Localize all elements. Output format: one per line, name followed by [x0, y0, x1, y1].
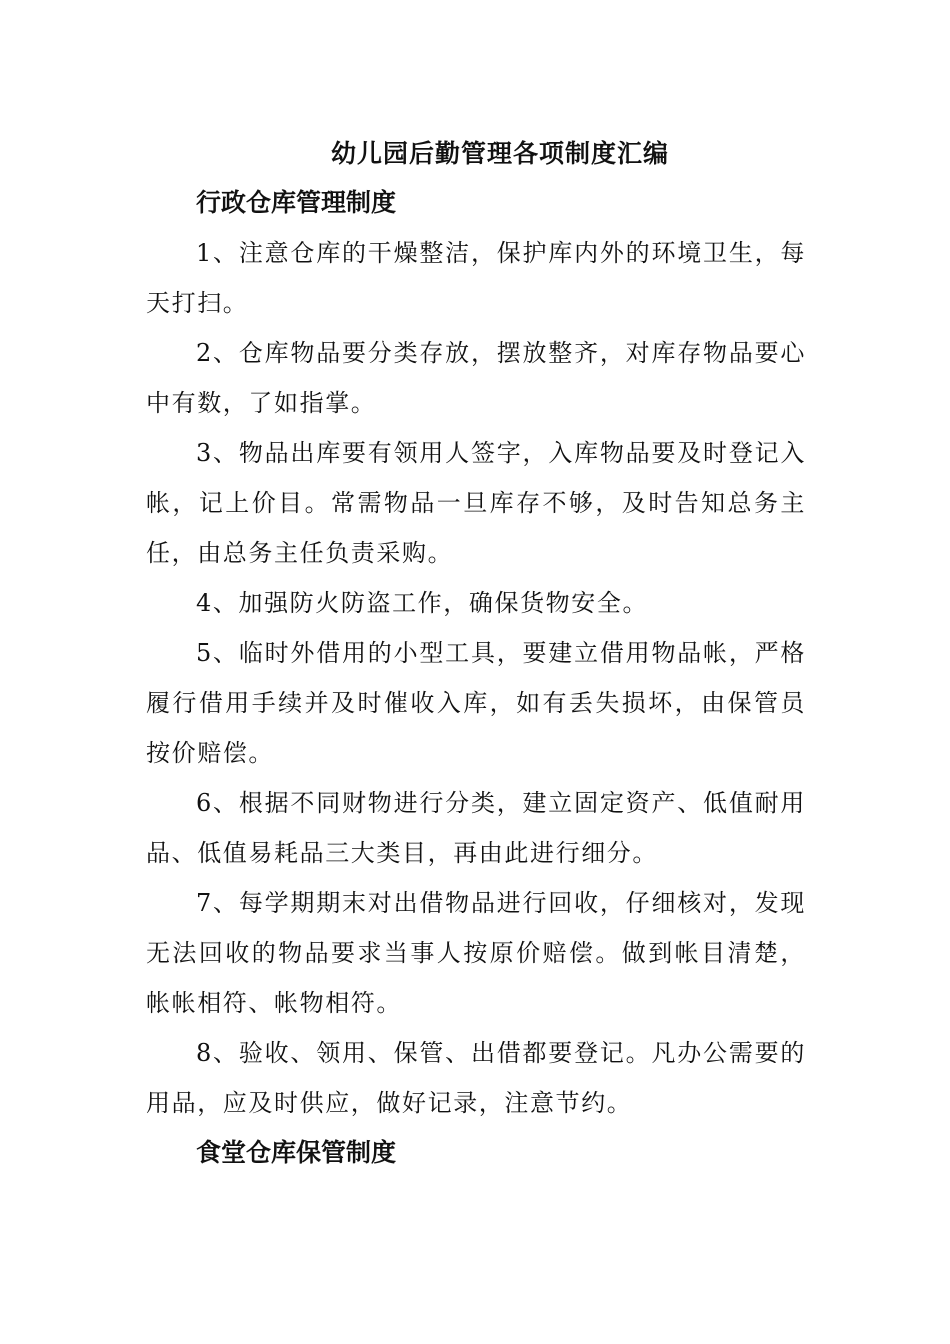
paragraph-rule-5: 5、临时外借用的小型工具，要建立借用物品帐，严格履行借用手续并及时催收入库，如有丢失损坏，由保管员按价赔偿。: [146, 639, 806, 767]
paragraph-rule-7: 7、每学期期末对出借物品进行回收，仔细核对，发现无法回收的物品要求当事人按原价赔偿。做到帐目清楚，帐帐相符、帐物相符。: [146, 889, 806, 1017]
paragraph-rule-8: 8、验收、领用、保管、出借都要登记。凡办公需要的用品，应及时供应，做好记录，注意节约。: [146, 1039, 806, 1117]
document-title: 幼儿园后勤管理各项制度汇编: [330, 139, 669, 168]
paragraph-rule-1: 1、注意仓库的干燥整洁，保护库内外的环境卫生，每天打扫。: [146, 239, 806, 317]
document-body: [146, 178, 806, 1178]
paragraph-rule-2: 2、仓库物品要分类存放，摆放整齐，对库存物品要心中有数，了如指掌。: [146, 339, 806, 417]
section-heading-admin-warehouse: 行政仓库管理制度: [196, 188, 397, 217]
paragraph-rule-6: 6、根据不同财物进行分类，建立固定资产、低值耐用品、低值易耗品三大类目，再由此进行细分。: [146, 789, 806, 867]
section-heading-canteen-warehouse: 食堂仓库保管制度: [196, 1138, 397, 1167]
paragraph-rule-4: 4、加强防火防盗工作，确保货物安全。: [196, 589, 649, 617]
paragraph-rule-3: 3、物品出库要有领用人签字，入库物品要及时登记入帐，记上价目。常需物品一旦库存不够，及时告知总务主任，由总务主任负责采购。: [146, 439, 806, 567]
